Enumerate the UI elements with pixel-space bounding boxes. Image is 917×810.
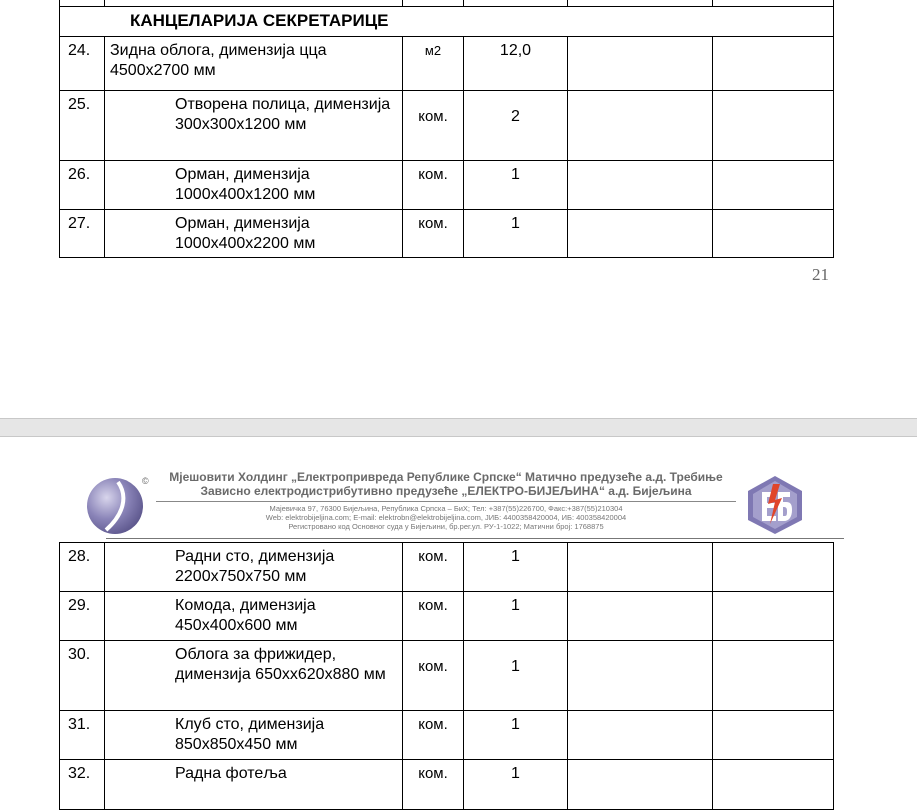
unit-of-measure: м2 [403, 37, 464, 91]
total-price-cell [713, 161, 834, 210]
total-price-cell [713, 37, 834, 91]
copyright-mark: © [142, 476, 149, 486]
unit-price-cell [568, 641, 713, 711]
table-row [60, 641, 834, 711]
item-description: Радни сто, димензија 2200х750х750 мм [105, 543, 403, 592]
quantity: 1 [464, 711, 568, 760]
letterhead-rule [156, 501, 736, 502]
item-description: Зидна облога, димензија цца 4500х2700 мм [105, 37, 403, 91]
unit-of-measure: ком. [403, 210, 464, 258]
item-description: Комода, димензија 450х400х600 мм [105, 592, 403, 641]
table-row [60, 210, 834, 258]
row-number: 32. [60, 760, 105, 810]
letterhead-subsidiary-line: Зависно електродистрибутивно предузеће „ЕЛЕКТРО-БИЈЕЉИНА“ а.д. Бијељина [200, 484, 692, 498]
row-number: 25. [60, 91, 105, 161]
unit-price-cell [568, 543, 713, 592]
letterhead-text [156, 470, 736, 531]
row-number: 28. [60, 543, 105, 592]
total-price-cell [713, 210, 834, 258]
unit-of-measure: ком. [403, 592, 464, 641]
unit-price-cell [568, 37, 713, 91]
total-price-cell [713, 91, 834, 161]
item-description: Радна фотеља [105, 760, 403, 810]
unit-price-cell [568, 592, 713, 641]
total-price-cell [713, 641, 834, 711]
unit-of-measure: ком. [403, 91, 464, 161]
unit-of-measure: ком. [403, 711, 464, 760]
letterhead-registration: Регистровано код Основног суда у Бијељини, бр.рег.ул. РУ-1-1022; Матични број: 1768875 [288, 522, 604, 531]
item-description: Орман, димензија 1000х400х1200 мм [105, 161, 403, 210]
unit-price-cell [568, 161, 713, 210]
item-description: Облога за фрижидер, димензија 650хх620х880 мм [105, 641, 403, 711]
table-row [60, 711, 834, 760]
quantity: 1 [464, 641, 568, 711]
unit-of-measure: ком. [403, 760, 464, 810]
unit-of-measure: ком. [403, 641, 464, 711]
unit-price-cell [568, 91, 713, 161]
letterhead-company-line: Мјешовити Холдинг „Електропривреда Републике Српске“ Матично предузеће а.д. Требиње [169, 470, 723, 484]
table-row [60, 543, 834, 592]
table-row [60, 91, 834, 161]
page-number: 21 [812, 265, 829, 284]
letterhead-address: Мајевичка 97, 76300 Бијељина, Република Српска – БиХ; Тел: +387(55)226700, Факс:+387(55)210304 [269, 504, 623, 513]
row-number: 30. [60, 641, 105, 711]
row-number: 27. [60, 210, 105, 258]
sphere-logo-icon [84, 474, 146, 536]
section-title: КАНЦЕЛАРИЈА СЕКРЕТАРИЦЕ [60, 7, 834, 37]
unit-price-cell [568, 760, 713, 810]
quantity: 1 [464, 592, 568, 641]
row-number: 26. [60, 161, 105, 210]
unit-price-cell [568, 210, 713, 258]
unit-price-cell [568, 711, 713, 760]
unit-of-measure: ком. [403, 161, 464, 210]
total-price-cell [713, 711, 834, 760]
total-price-cell [713, 760, 834, 810]
row-number: 31. [60, 711, 105, 760]
letterhead-contacts: Web: elektrobijeljina.com; E-mail: elektrobn@elektrobijeljina.com, ЈИБ: 4400358420004, ИБ: 400358420004 [265, 513, 627, 522]
items-table-page-21 [59, 0, 834, 258]
table-row [60, 37, 834, 91]
items-table-page-22 [59, 542, 834, 810]
letterhead [84, 470, 844, 542]
total-price-cell [713, 592, 834, 641]
page-separator [0, 418, 917, 437]
quantity: 2 [464, 91, 568, 161]
eb-company-logo-icon [744, 474, 806, 536]
item-description: Клуб сто, димензија 850х850х450 мм [105, 711, 403, 760]
item-description: Орман, димензија 1000х400х2200 мм [105, 210, 403, 258]
table-row [60, 592, 834, 641]
total-price-cell [713, 543, 834, 592]
quantity: 1 [464, 210, 568, 258]
letterhead-underline [106, 538, 844, 539]
row-number: 29. [60, 592, 105, 641]
table-row [60, 161, 834, 210]
quantity: 12,0 [464, 37, 568, 91]
row-number: 24. [60, 37, 105, 91]
item-description: Отворена полица, димензија 300х300х1200 мм [105, 91, 403, 161]
quantity: 1 [464, 543, 568, 592]
table-row [60, 760, 834, 810]
unit-of-measure: ком. [403, 543, 464, 592]
section-row [60, 7, 834, 37]
quantity: 1 [464, 760, 568, 810]
quantity: 1 [464, 161, 568, 210]
